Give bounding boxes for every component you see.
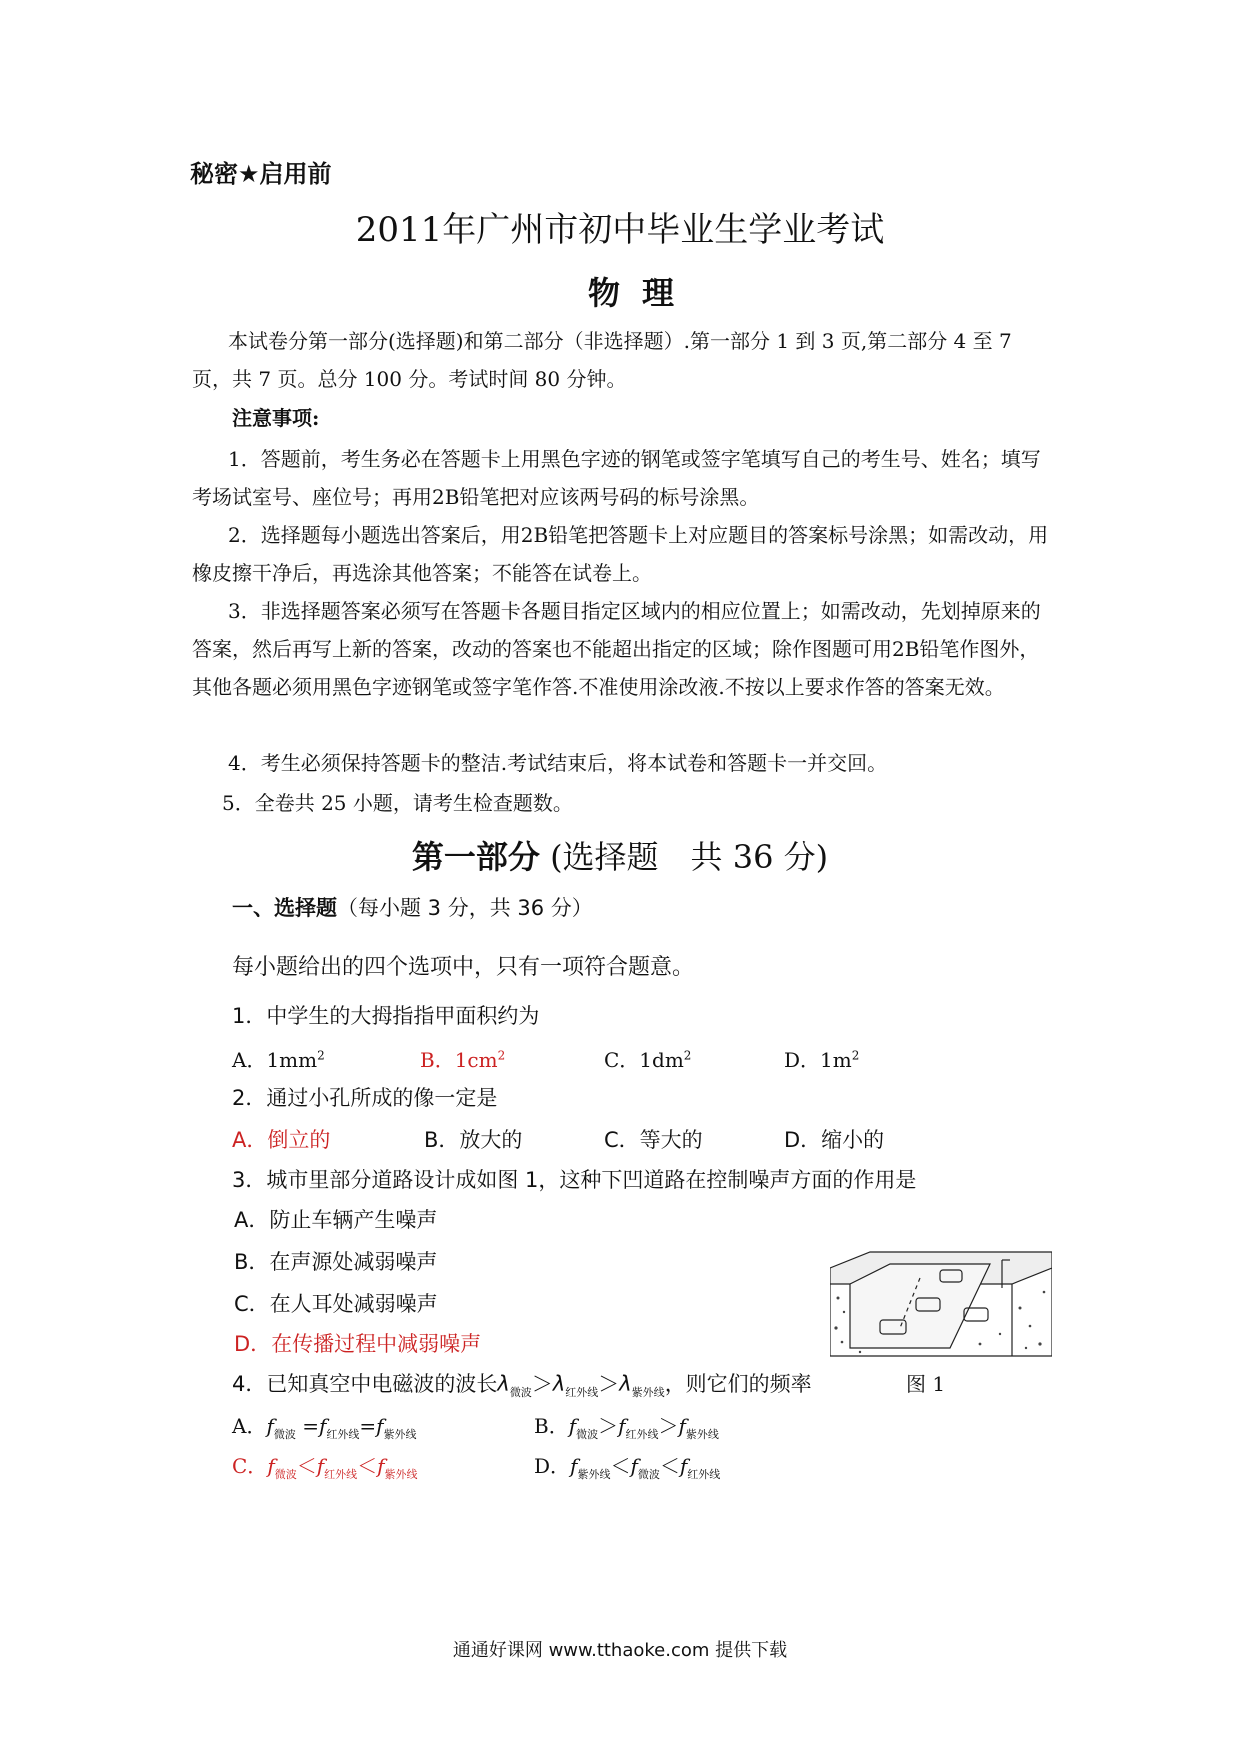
note-item-5: 5．全卷共 25 小题，请考生检查题数。 [222, 791, 573, 815]
q1-option-c: C．$1dm^2$ [604, 1048, 692, 1072]
q4-option-c: C．$f_{微波}<f_{红外线}<f_{紫外线}$ [232, 1454, 418, 1481]
sunken-road-figure [830, 1248, 1052, 1358]
q3-option-d: D．在传播过程中减弱噪声 [234, 1332, 482, 1356]
q3-option-c: C．在人耳处减弱噪声 [234, 1292, 438, 1316]
note-item-3: 3．非选择题答案必须写在答题卡各题目指定区域内的相应位置上；如需改动，先划掉原来的答案，然后再写上新的答案，改动的答案也不能超出指定的区域；除作图题可用2B铅笔作图外，其他各题必须用黑色字迹钢笔或签字笔作答.不准使用涂改液.不按以上要求作答的答案无效。 [192, 599, 1041, 699]
q4-option-b: B．$f_{微波}>f_{红外线}>f_{紫外线}$ [534, 1414, 719, 1441]
section1-label [232, 892, 593, 922]
footer-credit: 通通好课网 www.tthaoke.com 提供下载 [452, 1640, 788, 1661]
part1-title [0, 832, 1240, 878]
figure-1-label: 图 1 [906, 1372, 946, 1396]
q1-option-a: A．$1mm^2$ [232, 1048, 325, 1072]
note-item-1: 1．答题前，考生务必在答题卡上用黑色字迹的钢笔或签字笔填写自己的考生号、姓名；填写考场试室号、座位号；再用2B铅笔把对应该两号码的标号涂黑。 [192, 447, 1041, 509]
note-item-2: 2．选择题每小题选出答案后，用2B铅笔把答题卡上对应题目的答案标号涂黑；如需改动，用橡皮擦干净后，再选涂其他答案；不能答在试卷上。 [192, 523, 1049, 585]
secret-label: 秘密★启用前 [190, 160, 332, 188]
q1-option-b: B．$1cm^2$ [420, 1048, 506, 1072]
part1-title-rest: (选择题 共 36 分) [550, 838, 829, 876]
q1-option-d: D．$1m^2$ [784, 1048, 860, 1072]
q4-option-d: D．$f_{紫外线}<f_{微波}<f_{红外线}$ [534, 1454, 721, 1481]
subject-title: 物理 [587, 274, 696, 312]
q2-option-d: D．缩小的 [784, 1128, 885, 1152]
notes-heading: 注意事项: [232, 406, 320, 430]
q2-stem: 2．通过小孔所成的像一定是 [232, 1086, 498, 1110]
part1-title-bold: 第一部分 [411, 838, 540, 876]
exam-title: 2011年广州市初中毕业生学业考试 [355, 210, 885, 250]
q2-option-a: A．倒立的 [232, 1128, 331, 1152]
q4-stem: 4．已知真空中电磁波的波长$\lambda_{微波}>\lambda_{红外线}>\lambda_{紫外线}$，则它们的频率 [232, 1372, 812, 1400]
q2-option-c: C．等大的 [604, 1128, 703, 1152]
section1-label-rest: （每小题 3 分，共 36 分） [337, 896, 593, 920]
q3-option-a: A．防止车辆产生噪声 [234, 1208, 438, 1232]
instruction-hint: 每小题给出的四个选项中，只有一项符合题意。 [232, 955, 695, 980]
note-item-4: 4．考生必须保持答题卡的整洁.考试结束后，将本试卷和答题卡一并交回。 [228, 751, 888, 775]
q2-option-b: B．放大的 [424, 1128, 523, 1152]
section1-label-bold: 一、选择题 [232, 896, 337, 920]
q1-stem: 1．中学生的大拇指指甲面积约为 [232, 1004, 540, 1028]
intro-paragraph: 本试卷分第一部分(选择题)和第二部分（非选择题）.第一部分 1 到 3 页,第二部分 4 至 7 页，共 7 页。总分 100 分。考试时间 80 分钟。 [192, 329, 1012, 391]
q3-option-b: B．在声源处减弱噪声 [234, 1250, 438, 1274]
q4-option-a: A．$f_{微波} =f_{红外线}=f_{紫外线}$ [232, 1414, 417, 1441]
q3-stem: 3．城市里部分道路设计成如图 1，这种下凹道路在控制噪声方面的作用是 [232, 1168, 917, 1192]
